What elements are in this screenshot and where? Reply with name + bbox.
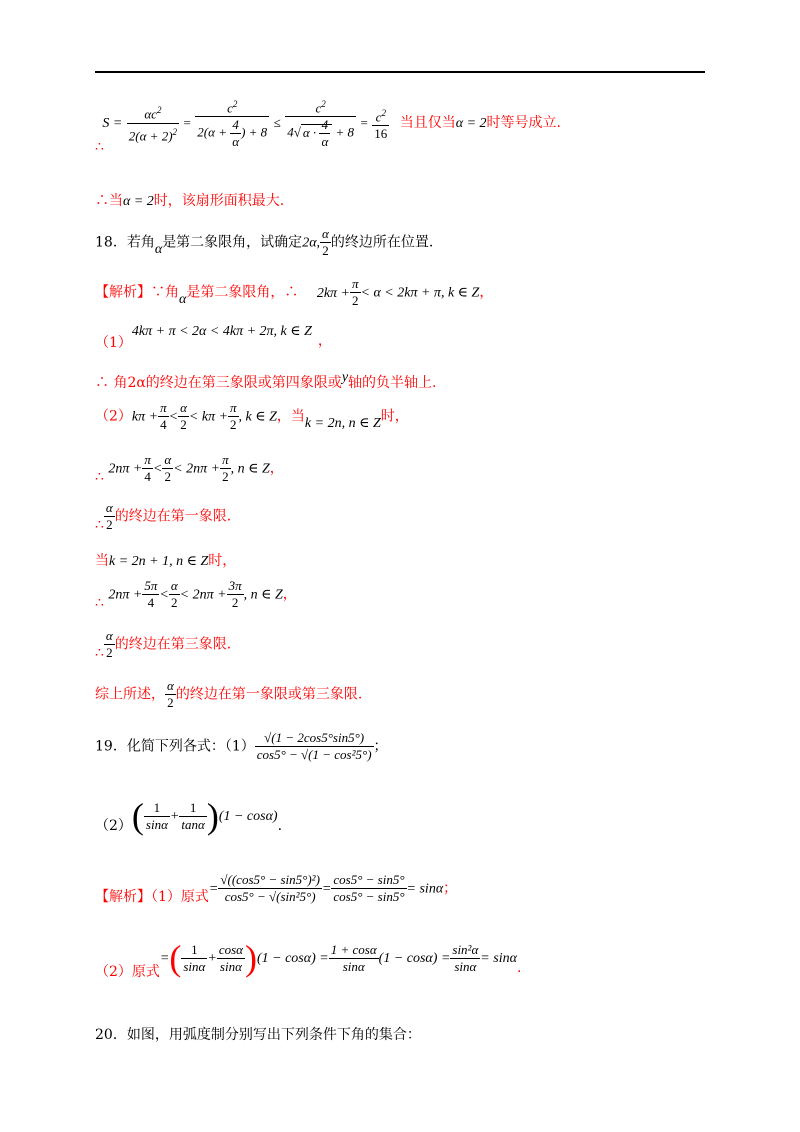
answer-18-double-angle: ∴ 角2α的终边在第三象限或第四象限或y轴的负半轴上. xyxy=(95,370,437,391)
header-rule xyxy=(95,71,705,73)
therefore-symbol: ∴ xyxy=(95,139,104,156)
answer-18-odd-case: ∴ 2nπ + $\frac{5\pi}{4}$ < $\frac{\alpha}{2}$ < 2nπ + $\frac{3\pi}{2}$ , n ∈ Z， xyxy=(95,578,297,611)
answer-19-part2: （2）原式=( $\frac{1}{\sin\alpha}$ + $\frac{\cos\alpha}{\sin\alpha}$ )(1 − cosα) = $\frac{1 + \cos\alpha}{\sin\alpha}$ (1 − cosα) = $\frac{\text{sin²α}}{\sin\alpha}$ = sinα. xyxy=(95,938,522,980)
answer-18-third-quadrant: ∴ $\frac{\alpha}{2}$ 的终边在第三象限. xyxy=(95,628,232,661)
question-19-part1: 19．化简下列各式：（1） $\frac{√(1 - 2\cos 5^\circ\sin 5^\circ)}{\text{cos5° − √(1 − cos²5°)}}$ ； xyxy=(95,730,388,762)
question-20: 20．如图，用弧度制分别写出下列条件下角的集合： xyxy=(95,1027,421,1043)
answer-18-odd-condition: 当k = 2n + 1, n ∈ Z时， xyxy=(95,553,237,569)
max-area-conclusion: ∴当α = 2时，该扇形面积最大. xyxy=(95,193,285,209)
question-19-part2: （2）( $\frac{1}{\sin\alpha}$ + $\frac{1}{\tan\alpha}$ )(1 − cosα). xyxy=(95,796,283,836)
answer-18-summary: 综上所述， $\frac{\alpha}{2}$ 的终边在第一象限或第三象限. xyxy=(95,678,363,710)
question-18: 18．若角α是第二象限角，试确定2α, $\frac{\alpha}{2}$ 的终边所在位置. xyxy=(95,226,434,258)
answer-18-part2: （2）kπ + $\frac{\pi}{4}$ < $\frac{\alpha}{2}$ < kπ + $\frac{\pi}{2}$ , k ∈ Z，当k = 2n, n ∈ Z时， xyxy=(95,400,409,432)
answer-19-part1: 【解析】（1）原式= $\frac{\text{√((cos5° − sin5°)²)}}{\text{cos5° − √(sin²5°)}}$ = $\frac{\cos 5^\circ - \sin 5^\circ}{\cos 5^\circ - \sin 5^\circ}$ = sinα； xyxy=(95,872,458,905)
answer-18-first-quadrant: ∴ $\frac{\alpha}{2}$ 的终边在第一象限. xyxy=(95,500,232,533)
answer-18-even-case: ∴ 2nπ + $\frac{\pi}{4}$ < $\frac{\alpha}{2}$ < 2nπ + $\frac{\pi}{2}$ , n ∈ Z， xyxy=(95,452,284,485)
sector-area-inequality: ∴ S = $\frac{\alpha c^2}{2(\alpha + 2)^2}$ = $c^2$ 2(α + $\frac{4}{\alpha}$ ) + 8 ≤ $c^2$ 4√ α · $\frac{4}{\alpha}$ + 8 = $\frac{c^2}{16}$ 当且仅当α = 2时等号成立. xyxy=(95,96,561,150)
answer-18-intro: 【解析】∵角α是第二象限角，∴ 2kπ + $\frac{\pi}{2}$ < α < 2kπ + π, k ∈ Z， xyxy=(95,276,494,308)
answer-18-part1: （1）4kπ + π < 2α < 4kπ + 2π, k ∈ Z， xyxy=(95,324,332,351)
